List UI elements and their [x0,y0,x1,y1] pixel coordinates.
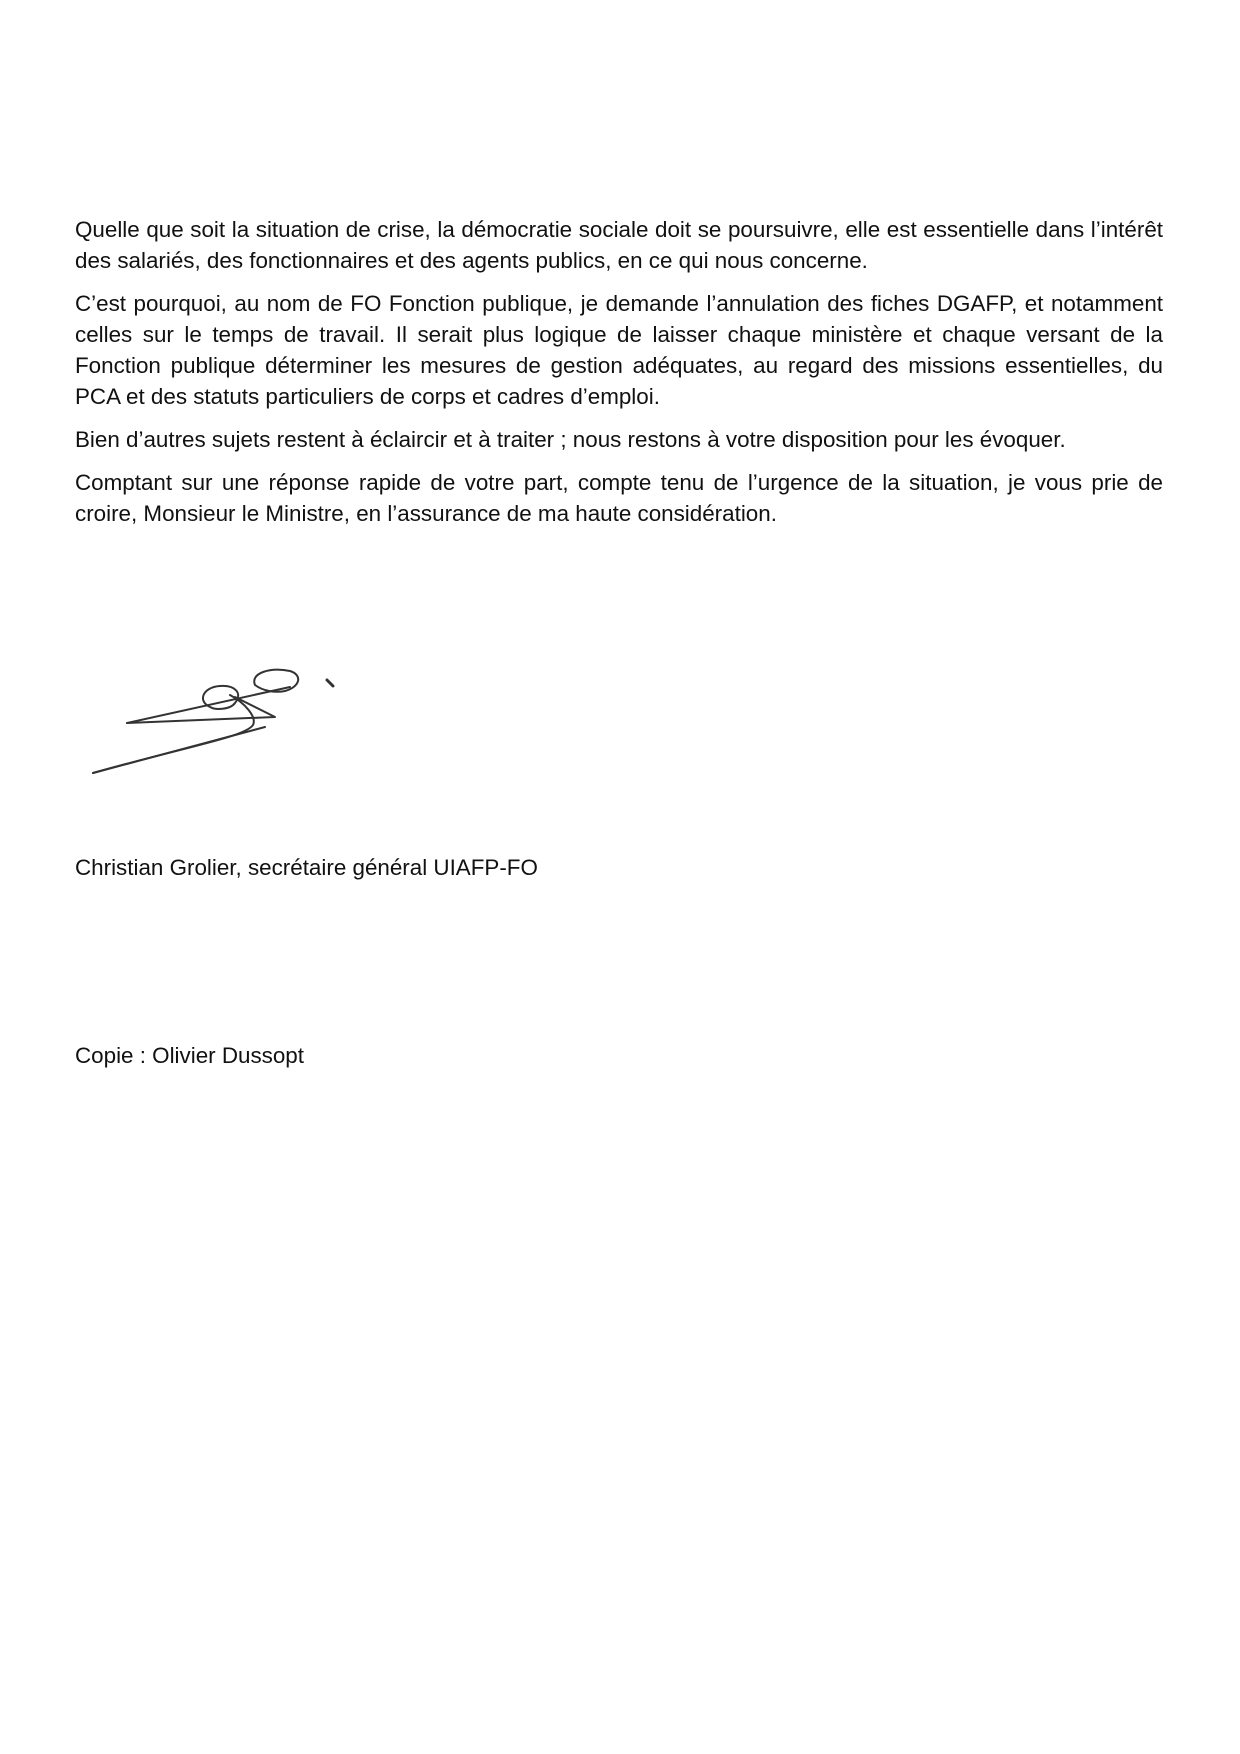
letter-body [75,214,1163,541]
paragraph-closing: Comptant sur une réponse rapide de votre part, compte tenu de l’urgence de la situation, je vous prie de croire, Monsieur le Ministre, en l’assurance de ma haute considération. [75,470,1163,526]
paragraph-democracy: Quelle que soit la situation de crise, la démocratie sociale doit se poursuivre, elle est essentielle dans l’intérêt des salariés, des fonctionnaires et des agents publics, en ce qui nous concerne. [75,217,1163,273]
signature-icon [85,665,365,785]
paragraph-request: C’est pourquoi, au nom de FO Fonction publique, je demande l’annulation des fiches DGAFP, et notamment celles sur le temps de travail. Il serait plus logique de laisser chaque ministère et chaque versant de la Fonction publique déterminer les mesures de gestion adéquates, au regard des missions essentielles, du PCA et des statuts particuliers de corps et cadres d’emploi. [75,291,1163,409]
signature-stroke [254,670,298,692]
signatory-name: Christian Grolier, secrétaire général UIAFP-FO [75,855,538,880]
copy-recipient: Copie : Olivier Dussopt [75,1043,304,1068]
signature-dot [327,680,333,686]
signature-stroke [93,727,265,773]
paragraph-other-topics: Bien d’autres sujets restent à éclaircir et à traiter ; nous restons à votre disposition pour les évoquer. [75,427,1066,452]
